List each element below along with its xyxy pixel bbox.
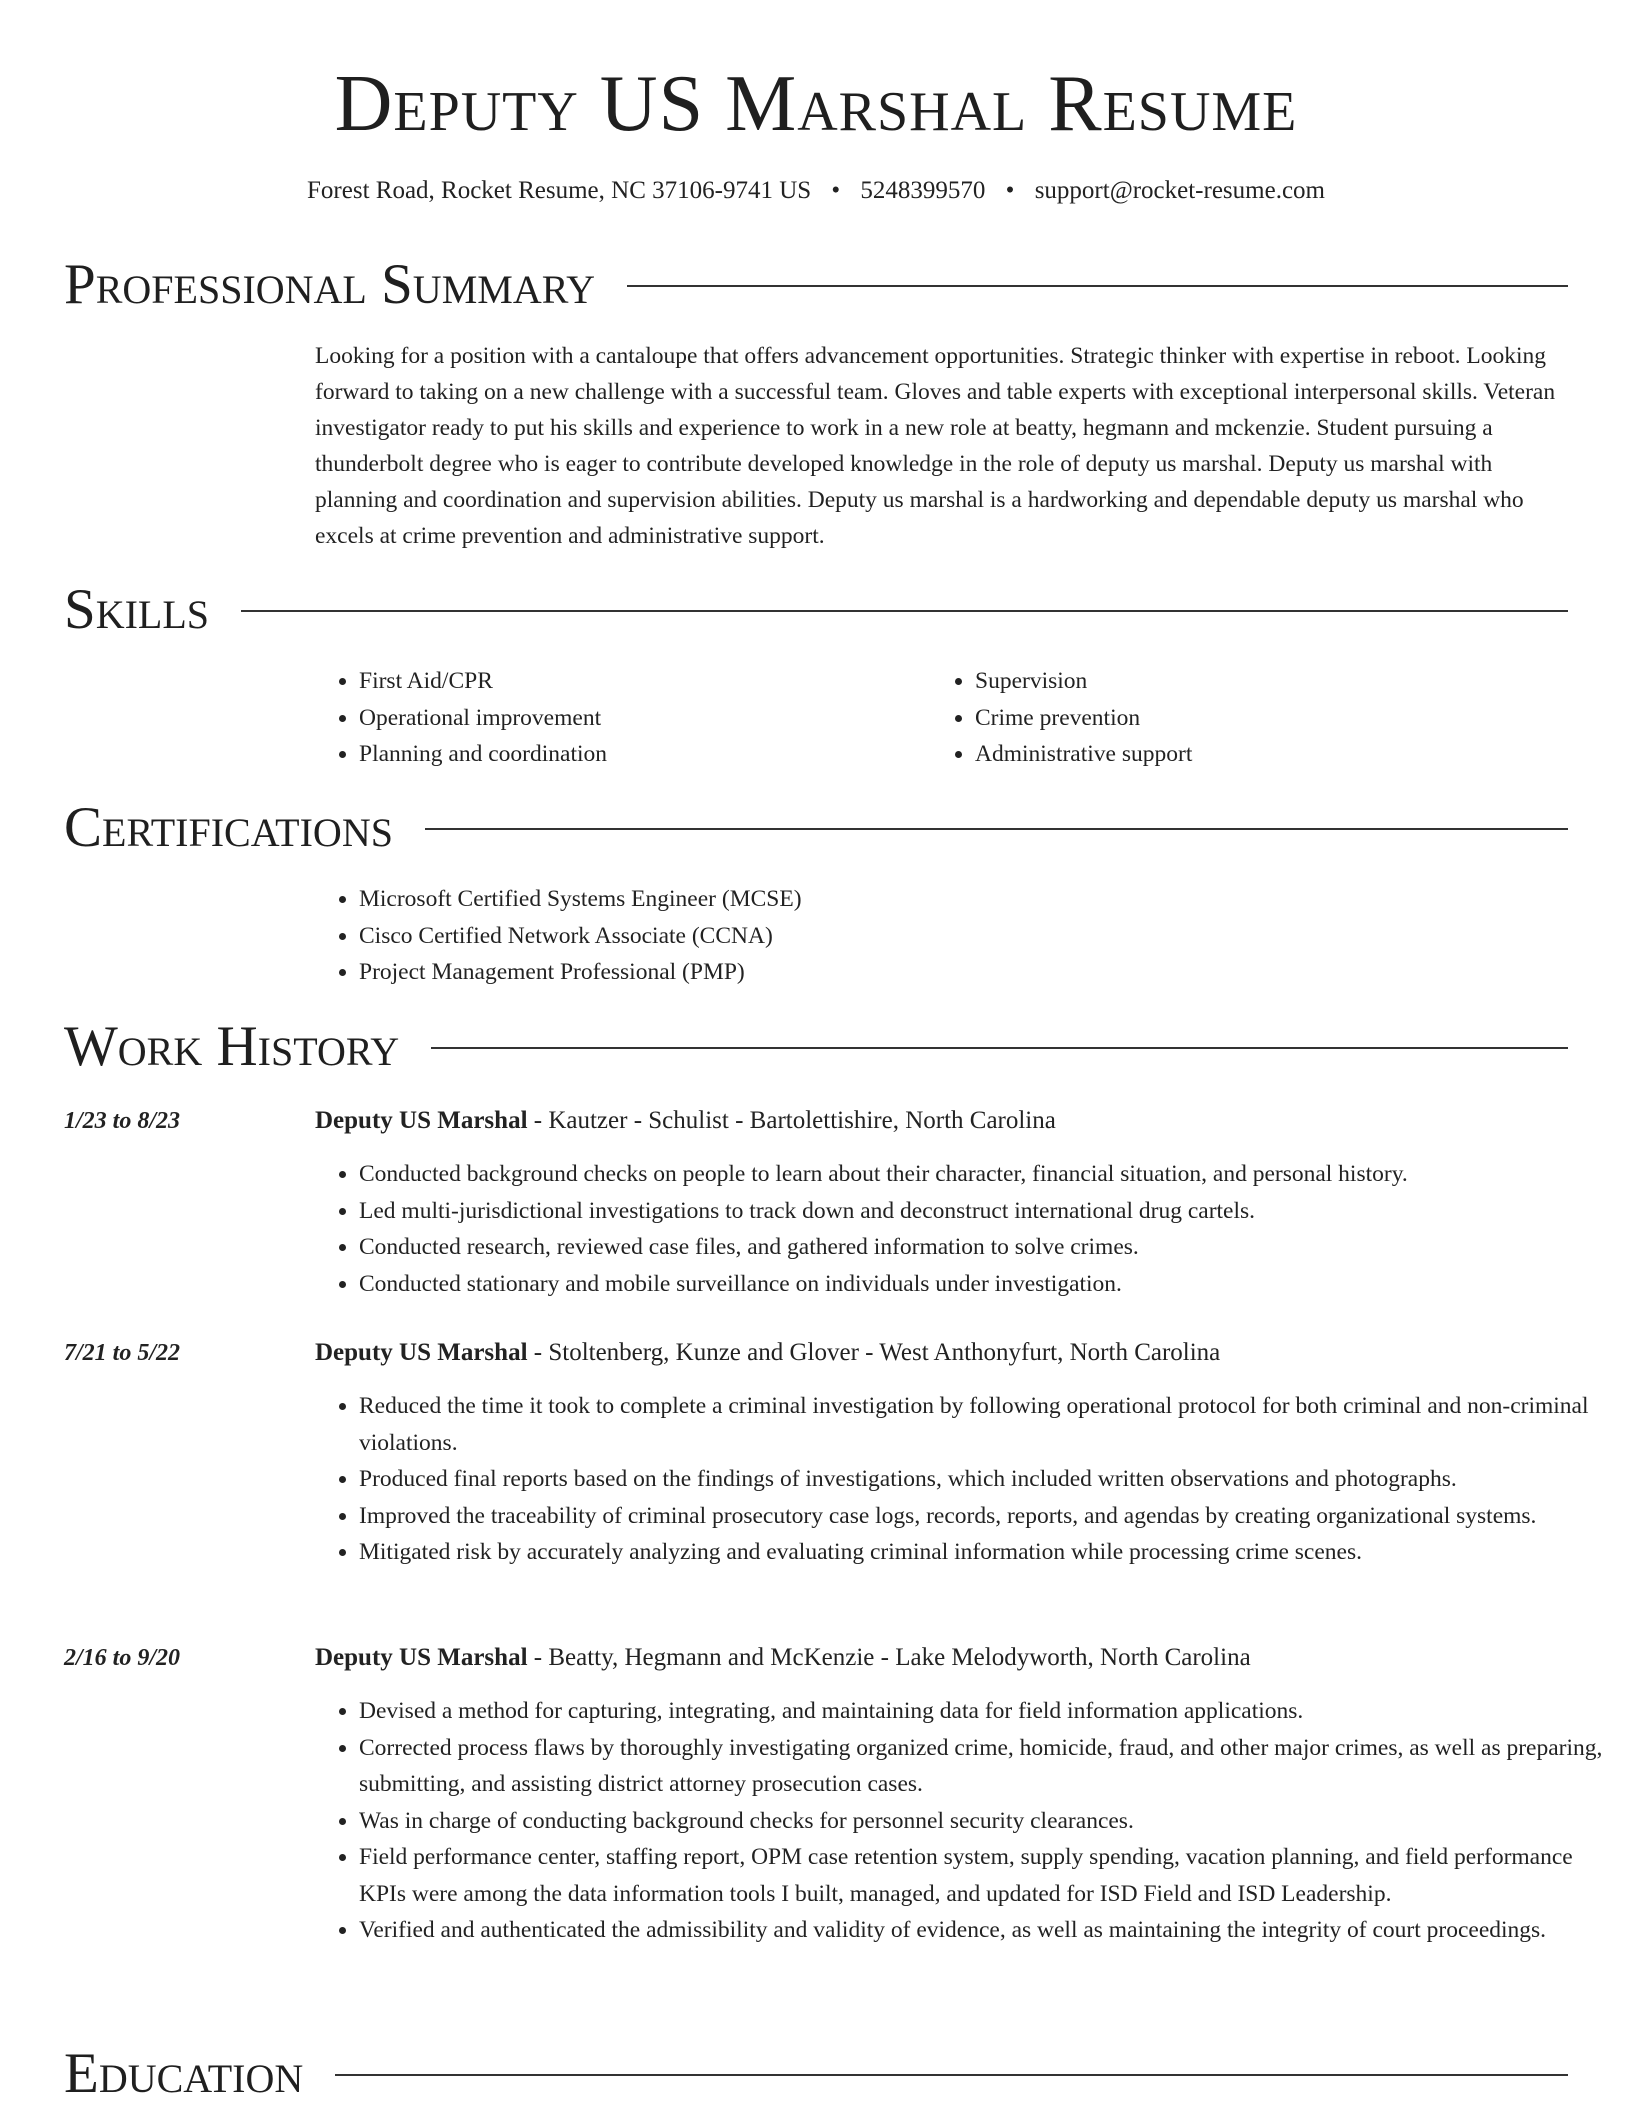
job-duty: • Devised a method for capturing, integrating, and maintaining data for field information applications.	[359, 1693, 1614, 1730]
job-title: Deputy US Marshal	[315, 1644, 528, 1671]
job-duty: • Produced final reports based on the findings of investigations, which included written observations and photographs.	[359, 1461, 1614, 1498]
job-employer: - Stoltenberg, Kunze and Glover - West Anthonyfurt, North Carolina	[527, 1339, 1221, 1366]
skill-item: • First Aid/CPR	[359, 663, 919, 700]
skills-list-right	[931, 663, 1535, 773]
contact-separator: •	[831, 177, 841, 204]
skill-item: • Crime prevention	[975, 700, 1535, 737]
certification-item: • Project Management Professional (PMP)	[359, 954, 1359, 991]
job-duty: • Reduced the time it took to complete a criminal investigation by following operational protocol for both criminal and non-criminal violations.	[359, 1388, 1614, 1461]
job-duty: • Conducted background checks on people to learn about their character, financial situation, and personal history.	[359, 1156, 1614, 1193]
job-duty: • Corrected process flaws by thoroughly investigating organized crime, homicide, fraud, and other major crimes, as well as preparing, submitting, and assisting district attorney prosecution cases.	[359, 1730, 1614, 1803]
job-title: Deputy US Marshal	[315, 1107, 528, 1134]
resume-title: Deputy US Marshal Resume	[334, 60, 1298, 148]
job-employer: - Beatty, Hegmann and McKenzie - Lake Melodyworth, North Carolina	[527, 1644, 1251, 1671]
job-duty: • Conducted research, reviewed case files, and gathered information to solve crimes.	[359, 1229, 1614, 1266]
job-duty: • Field performance center, staffing report, OPM case retention system, supply spending, vacation planning, and field performance KPIs were among the data information tools I built, managed, and updated for ISD Field and ISD Leadership.	[359, 1839, 1614, 1912]
contact-phone: 5248399570	[860, 177, 986, 204]
job-headline	[315, 1336, 1220, 1370]
job-dates: 7/21 to 5/22	[64, 1340, 181, 1366]
section-header-skills	[64, 578, 1568, 642]
job-employer: - Kautzer - Schulist - Bartolettishire, North Carolina	[527, 1107, 1056, 1134]
section-header-summary	[64, 253, 1568, 317]
certifications-list	[315, 881, 1359, 991]
job-title: Deputy US Marshal	[315, 1339, 528, 1366]
job-duties-list	[315, 1156, 1614, 1302]
section-title-work-history: Work History	[64, 1015, 400, 1078]
certification-item: • Microsoft Certified Systems Engineer (MCSE)	[359, 881, 1359, 918]
section-divider	[335, 2074, 1568, 2076]
job-duty: • Conducted stationary and mobile surveillance on individuals under investigation.	[359, 1266, 1614, 1303]
section-header-work-history	[64, 1015, 1568, 1079]
section-title-certifications: Certifications	[64, 796, 393, 859]
section-divider	[241, 610, 1568, 612]
job-duty: • Verified and authenticated the admissibility and validity of evidence, as well as maintaining the integrity of court proceedings.	[359, 1912, 1614, 1949]
summary-text: Looking for a position with a cantaloupe that offers advancement opportunities. Strategic thinker with expertise in reboot. Looking forward to taking on a new challenge with a successful team. Gloves and table experts with exceptional interpersonal skills. Veteran investigator ready to put his skills and experience to work in a new role at beatty, hegmann and mckenzie. Student pursuing a thunderbolt degree who is eager to contribute developed knowledge in the role of deputy us marshal. Deputy us marshal with planning and coordination and supervision abilities. Deputy us marshal is a hardworking and dependable deputy us marshal who excels at crime prevention and administrative support.	[315, 343, 1556, 549]
skill-item: • Operational improvement	[359, 700, 919, 737]
section-divider	[627, 285, 1568, 287]
contact-line	[0, 174, 1632, 208]
section-title-skills: Skills	[64, 578, 210, 641]
job-dates: 2/16 to 9/20	[64, 1645, 181, 1671]
contact-separator: •	[1005, 177, 1015, 204]
job-duty: • Mitigated risk by accurately analyzing and evaluating criminal information while processing crime scenes.	[359, 1534, 1614, 1571]
section-title-summary: Professional Summary	[64, 253, 596, 316]
section-divider	[431, 1047, 1568, 1049]
skill-item: • Administrative support	[975, 736, 1535, 773]
skill-item: • Planning and coordination	[359, 736, 919, 773]
section-divider	[425, 828, 1568, 830]
job-duty: • Improved the traceability of criminal prosecutory case logs, records, reports, and agendas by creating organizational systems.	[359, 1498, 1614, 1535]
job-headline	[315, 1104, 1056, 1138]
job-duties-list	[315, 1388, 1614, 1571]
skills-list-left	[315, 663, 919, 773]
job-duty: • Was in charge of conducting background checks for personnel security clearances.	[359, 1803, 1614, 1840]
section-header-education	[64, 2042, 1568, 2106]
job-duties-list	[315, 1693, 1614, 1949]
skill-item: • Supervision	[975, 663, 1535, 700]
job-duty: • Led multi-jurisdictional investigations to track down and deconstruct international drug cartels.	[359, 1193, 1614, 1230]
section-header-certifications	[64, 796, 1568, 860]
section-title-education: Education	[64, 2042, 304, 2105]
job-dates: 1/23 to 8/23	[64, 1108, 181, 1134]
contact-address: Forest Road, Rocket Resume, NC 37106-9741 US	[307, 177, 812, 204]
job-headline	[315, 1641, 1251, 1675]
certification-item: • Cisco Certified Network Associate (CCNA)	[359, 918, 1359, 955]
contact-email: support@rocket-resume.com	[1034, 177, 1325, 204]
